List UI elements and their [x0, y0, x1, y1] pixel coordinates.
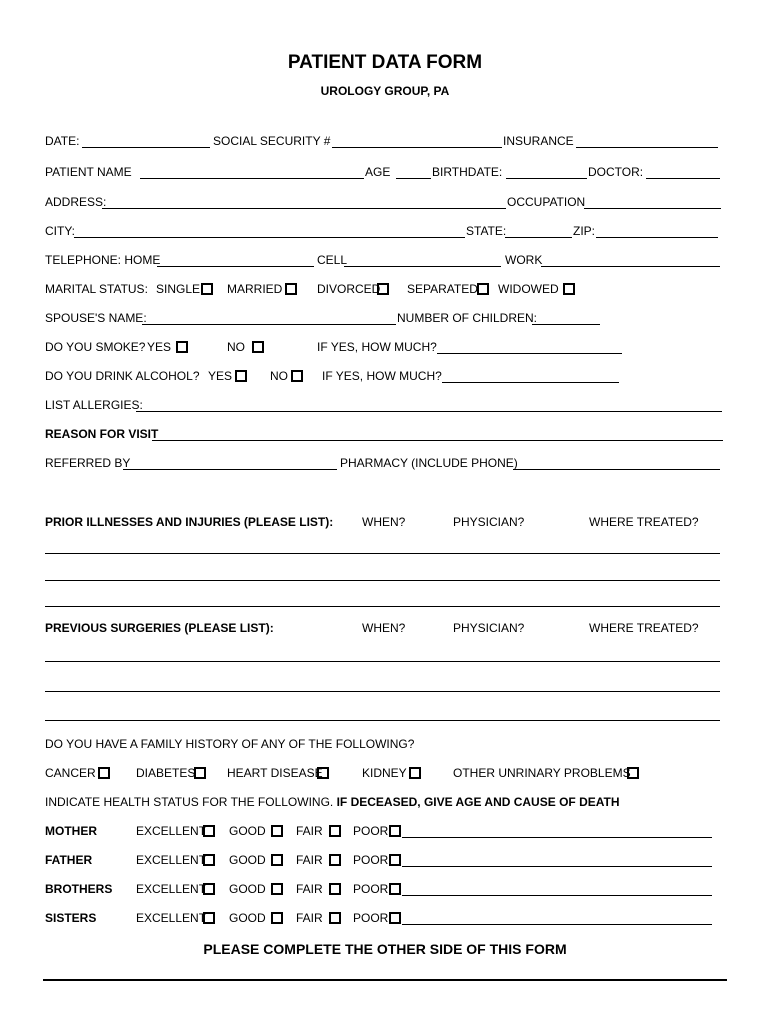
- surgery-line-3[interactable]: [45, 720, 720, 721]
- father-excellent-label: EXCELLENT: [136, 853, 207, 867]
- address-label: ADDRESS:: [45, 195, 107, 209]
- other-urinary-checkbox[interactable]: [627, 767, 639, 779]
- separated-checkbox[interactable]: [477, 283, 489, 295]
- birthdate-field[interactable]: [506, 178, 587, 179]
- brothers-poor-label: POOR: [353, 882, 389, 896]
- surgeries-when-header: WHEN?: [362, 621, 406, 635]
- surgeries-where-header: WHERE TREATED?: [589, 621, 699, 635]
- father-good-checkbox[interactable]: [271, 854, 283, 866]
- mother-cause-of-death-field[interactable]: [402, 837, 712, 838]
- alcohol-yes-label: YES: [208, 369, 233, 383]
- divorced-checkbox[interactable]: [377, 283, 389, 295]
- insurance-label: INSURANCE: [503, 134, 574, 148]
- smoke-how-much-field[interactable]: [437, 353, 622, 354]
- heart-disease-checkbox[interactable]: [317, 767, 329, 779]
- ssn-field[interactable]: [332, 147, 502, 148]
- patient-name-field[interactable]: [140, 178, 364, 179]
- sisters-good-label: GOOD: [229, 911, 266, 925]
- surgery-line-1[interactable]: [45, 661, 720, 662]
- mother-poor-checkbox[interactable]: [389, 825, 401, 837]
- family-history-question: DO YOU HAVE A FAMILY HISTORY OF ANY OF THE FOLLOWING?: [45, 737, 415, 751]
- zip-label: ZIP:: [573, 224, 596, 238]
- children-label: NUMBER OF CHILDREN:: [397, 311, 538, 325]
- alcohol-how-much-field[interactable]: [442, 382, 619, 383]
- alcohol-how-much-label: IF YES, HOW MUCH?: [322, 369, 442, 383]
- insurance-field[interactable]: [576, 147, 718, 148]
- spouse-name-field[interactable]: [142, 324, 396, 325]
- sisters-excellent-label: EXCELLENT: [136, 911, 207, 925]
- single-label: SINGLE: [156, 282, 201, 296]
- alcohol-no-label: NO: [270, 369, 288, 383]
- sisters-poor-checkbox[interactable]: [389, 912, 401, 924]
- pharmacy-field[interactable]: [513, 469, 720, 470]
- smoke-no-label: NO: [227, 340, 245, 354]
- kidney-checkbox[interactable]: [409, 767, 421, 779]
- smoke-no-checkbox[interactable]: [252, 341, 264, 353]
- father-label: FATHER: [45, 853, 93, 867]
- married-label: MARRIED: [227, 282, 283, 296]
- date-label: DATE:: [45, 134, 80, 148]
- marital-status-label: MARITAL STATUS:: [45, 282, 148, 296]
- pharmacy-label: PHARMACY (INCLUDE PHONE): [340, 456, 518, 470]
- surgeries-physician-header: PHYSICIAN?: [453, 621, 525, 635]
- prior-illnesses-title: PRIOR ILLNESSES AND INJURIES (PLEASE LIST):: [45, 515, 334, 529]
- occupation-label: OCCUPATION: [507, 195, 586, 209]
- prior-when-header: WHEN?: [362, 515, 406, 529]
- address-field[interactable]: [102, 208, 506, 209]
- age-label: AGE: [365, 165, 391, 179]
- allergies-field[interactable]: [136, 411, 722, 412]
- smoke-how-much-label: IF YES, HOW MUCH?: [317, 340, 437, 354]
- children-field[interactable]: [532, 324, 600, 325]
- mother-poor-label: POOR: [353, 824, 389, 838]
- father-fair-checkbox[interactable]: [329, 854, 341, 866]
- smoke-yes-label: YES: [147, 340, 172, 354]
- single-checkbox[interactable]: [201, 283, 213, 295]
- spouse-name-label: SPOUSE'S NAME:: [45, 311, 147, 325]
- brothers-label: BROTHERS: [45, 882, 113, 896]
- sisters-label: SISTERS: [45, 911, 97, 925]
- prior-where-header: WHERE TREATED?: [589, 515, 699, 529]
- father-poor-label: POOR: [353, 853, 389, 867]
- brothers-fair-checkbox[interactable]: [329, 883, 341, 895]
- mother-fair-label: FAIR: [296, 824, 323, 838]
- ssn-label: SOCIAL SECURITY #: [213, 134, 331, 148]
- sisters-good-checkbox[interactable]: [271, 912, 283, 924]
- age-field[interactable]: [396, 178, 431, 179]
- separated-label: SEPARATED: [407, 282, 478, 296]
- brothers-good-label: GOOD: [229, 882, 266, 896]
- smoke-yes-checkbox[interactable]: [176, 341, 188, 353]
- diabetes-checkbox[interactable]: [194, 767, 206, 779]
- other-urinary-label: OTHER UNRINARY PROBLEMS: [453, 766, 631, 780]
- father-excellent-checkbox[interactable]: [203, 854, 215, 866]
- brothers-good-checkbox[interactable]: [271, 883, 283, 895]
- father-good-label: GOOD: [229, 853, 266, 867]
- father-poor-checkbox[interactable]: [389, 854, 401, 866]
- reason-for-visit-label: REASON FOR VISIT: [45, 427, 159, 441]
- occupation-field[interactable]: [584, 208, 721, 209]
- alcohol-no-checkbox[interactable]: [291, 370, 303, 382]
- patient-name-label: PATIENT NAME: [45, 165, 132, 179]
- alcohol-label: DO YOU DRINK ALCOHOL?: [45, 369, 200, 383]
- cell-field[interactable]: [344, 266, 501, 267]
- father-cause-of-death-field[interactable]: [402, 866, 712, 867]
- city-field[interactable]: [74, 237, 465, 238]
- doctor-label: DOCTOR:: [588, 165, 644, 179]
- brothers-excellent-checkbox[interactable]: [203, 883, 215, 895]
- prior-line-3[interactable]: [45, 606, 720, 607]
- city-label: CITY:: [45, 224, 76, 238]
- telephone-home-label: TELEPHONE: HOME: [45, 253, 161, 267]
- married-checkbox[interactable]: [285, 283, 297, 295]
- mother-good-checkbox[interactable]: [271, 825, 283, 837]
- heart-disease-label: HEART DISEASE: [227, 766, 323, 780]
- state-field[interactable]: [505, 237, 572, 238]
- telephone-home-field[interactable]: [157, 266, 314, 267]
- date-field[interactable]: [82, 147, 210, 148]
- brothers-cause-of-death-field[interactable]: [402, 895, 712, 896]
- surgery-line-2[interactable]: [45, 691, 720, 692]
- smoke-label: DO YOU SMOKE?: [45, 340, 146, 354]
- widowed-label: WIDOWED: [498, 282, 559, 296]
- prior-line-1[interactable]: [45, 553, 720, 554]
- sisters-poor-label: POOR: [353, 911, 389, 925]
- sisters-cause-of-death-field[interactable]: [402, 924, 712, 925]
- prior-physician-header: PHYSICIAN?: [453, 515, 525, 529]
- cell-label: CELL: [317, 253, 348, 267]
- mother-good-label: GOOD: [229, 824, 266, 838]
- referred-by-field[interactable]: [123, 469, 337, 470]
- work-label: WORK: [505, 253, 543, 267]
- kidney-label: KIDNEY: [362, 766, 407, 780]
- state-label: STATE:: [466, 224, 507, 238]
- brothers-excellent-label: EXCELLENT: [136, 882, 207, 896]
- health-status-instruction: INDICATE HEALTH STATUS FOR THE FOLLOWING. IF DECEASED, GIVE AGE AND CAUSE OF DEATH: [45, 795, 620, 809]
- mother-excellent-checkbox[interactable]: [203, 825, 215, 837]
- mother-fair-checkbox[interactable]: [329, 825, 341, 837]
- doctor-field[interactable]: [646, 178, 720, 179]
- allergies-label: LIST ALLERGIES:: [45, 398, 143, 412]
- reason-for-visit-field[interactable]: [152, 440, 723, 441]
- divorced-label: DIVORCED: [317, 282, 381, 296]
- father-fair-label: FAIR: [296, 853, 323, 867]
- work-field[interactable]: [541, 266, 720, 267]
- cancer-label: CANCER: [45, 766, 96, 780]
- alcohol-yes-checkbox[interactable]: [235, 370, 247, 382]
- form-subtitle: UROLOGY GROUP, PA: [320, 84, 450, 98]
- form-title: PATIENT DATA FORM: [287, 52, 483, 73]
- bottom-rule: [43, 979, 727, 981]
- brothers-poor-checkbox[interactable]: [389, 883, 401, 895]
- sisters-excellent-checkbox[interactable]: [203, 912, 215, 924]
- sisters-fair-label: FAIR: [296, 911, 323, 925]
- sisters-fair-checkbox[interactable]: [329, 912, 341, 924]
- cancer-checkbox[interactable]: [98, 767, 110, 779]
- brothers-fair-label: FAIR: [296, 882, 323, 896]
- widowed-checkbox[interactable]: [563, 283, 575, 295]
- mother-excellent-label: EXCELLENT: [136, 824, 207, 838]
- surgeries-title: PREVIOUS SURGERIES (PLEASE LIST):: [45, 621, 274, 635]
- prior-line-2[interactable]: [45, 580, 720, 581]
- mother-label: MOTHER: [45, 824, 97, 838]
- zip-field[interactable]: [596, 237, 718, 238]
- referred-by-label: REFERRED BY: [45, 456, 131, 470]
- birthdate-label: BIRTHDATE:: [432, 165, 503, 179]
- footer-notice: PLEASE COMPLETE THE OTHER SIDE OF THIS FORM: [203, 941, 567, 957]
- diabetes-label: DIABETES: [136, 766, 196, 780]
